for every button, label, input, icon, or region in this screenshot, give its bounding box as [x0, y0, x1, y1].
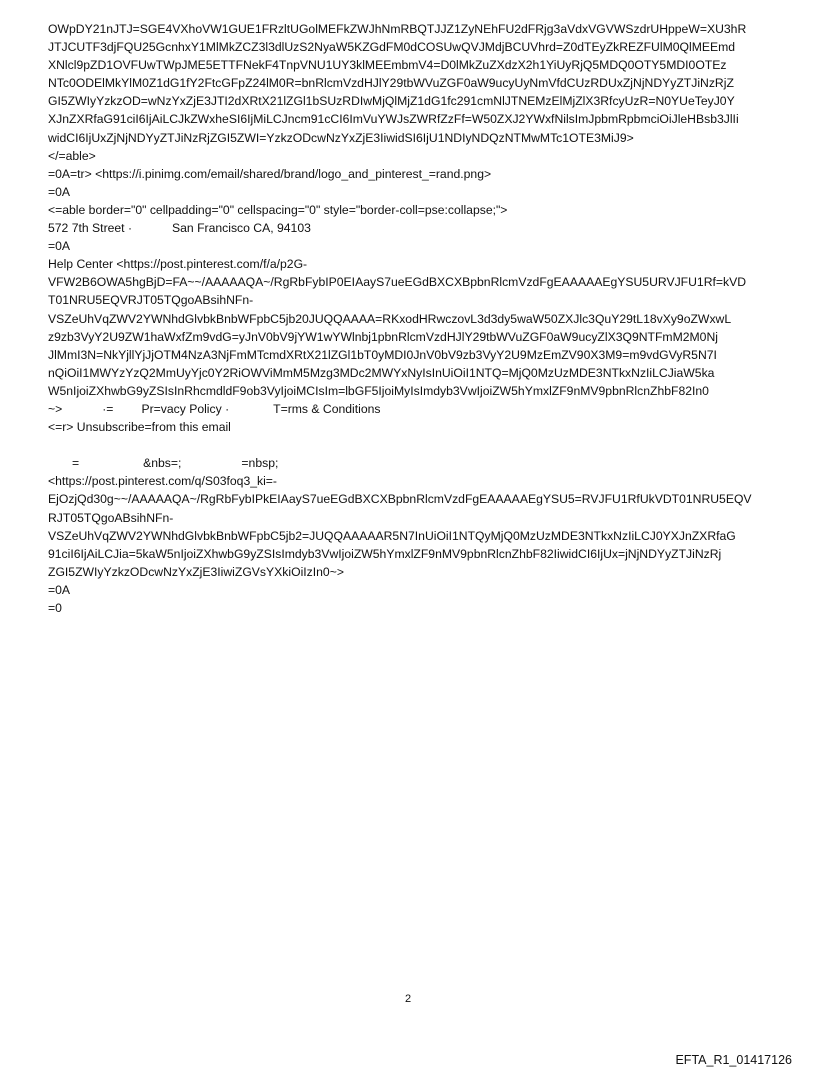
text-line: NTc0ODElMkYlM0Z1dG1fY2FtcGFpZ24lM0R=bnRlcmVzdHJlY29tbWVuZGF0aW9ucyUyNmVfdCUzRDUxZjNjNDYyZTJiNzRjZ: [48, 76, 734, 91]
blank-line: [48, 436, 772, 454]
address-city: San Francisco CA, 94103: [172, 221, 311, 236]
terms-link: T=rms & Conditions: [273, 401, 381, 416]
page-number: 2: [404, 993, 412, 1005]
text-line: =0A: [48, 239, 71, 254]
nbsp-c: =nbsp;: [241, 456, 279, 471]
text-line: z9zb3VyY2U9ZW1haWxfZm9vdG=yJnV0bV9jYW1wYWlnbj1pbnRlcmVzdHJlY29tbWVuZGF0aW9ucyZlX3Q9NTFmM2M0Nj: [48, 329, 718, 344]
text-line: OWpDY21nJTJ=SGE4VXhoVW1GUE1FRzltUGolMEFkZWJhNmRBQTJJZ1ZyNEhFU2dFRjg3aVdxVGVWSzdrUHppeW=XU3hR: [48, 22, 747, 36]
text-line: nQiOiI1MWYzYzQ2MmUyYjc0Y2RiOWViMmM5Mzg3MDc2MWYxNyIsInUiOiI1NTQ=MjQ0MzUzMDE3NTkxNzIiLCJiaW5ka: [48, 365, 715, 380]
text-line: XNlcl9pZD1OVFUwTWpJME5ETTFNekF4TnpVNU1UY3klMEEmbmV4=D0lMkZuZXdzX2h1YiUyRjQ5MDQ0OTY5MDI0OTEz: [48, 58, 727, 73]
text-line: RJT05TQgoABsihNFn-: [48, 510, 174, 525]
text-line: <https://post.pinterest.com/q/S03foq3_ki=-: [48, 474, 277, 489]
text-line: EjOzjQd30g~~/AAAAAQA~/RgRbFybIPkEIAayS7ueEGdBXCXBpbnRlcmVzdFgEAAAAAEgYSU5=RVJFU1RfUkVDT01NRU5EQV: [48, 492, 752, 507]
text-line: 91ciI6IjAiLCJia=5kaW5nIjoiZXhwbG9yZSIsImdyb3VwIjoiZW5hYmxlZF9nMV9pbnRlcnZhbF82IiwidCI6IjUx=jNjNDYyZTJiNzRj: [48, 546, 722, 561]
unsubscribe-line: <=r> Unsubscribe=from this email: [48, 420, 231, 435]
document-body: [48, 20, 772, 617]
text-line: T01NRU5EQVRJT05TQgoABsihNFn-: [48, 293, 254, 308]
text-line: </=able>: [48, 148, 96, 163]
text-line: ZGI5ZWIyYzkzODcwNzYxZjE3IiwiZGVsYXkiOiIzIn0~>: [48, 564, 344, 579]
text-line: =0: [48, 601, 62, 615]
text-line: widCI6IjUxZjNjNDYyZTJiNzRjZGI5ZWI=YzkzODcwNzYxZjE3IiwidSI6IjU1NDIyNDQzNTMwMTc1OTE3MiJ9>: [48, 130, 634, 145]
address-street: 572 7th Street ·: [48, 221, 133, 236]
document-id: EFTA_R1_01417126: [675, 1053, 792, 1067]
policy-sep: ·=: [102, 401, 114, 416]
raw-block-end: [48, 472, 772, 617]
raw-block-top: [48, 20, 772, 219]
help-center-line: Help Center <https://post.pinterest.com/f/a/p2G-: [48, 257, 308, 272]
privacy-policy-link: Pr=vacy Policy ·: [141, 401, 230, 416]
text-line: VSZeUhVqZWV2YWNhdGlvbkBnbWFpbC5jb20JUQQAAAA=RKxodHRwczovL3d3dy5waW50ZXJlc3QuY29tL18vXy9oZWxwL: [48, 311, 732, 326]
address-line: [48, 219, 772, 237]
policy-line: [48, 400, 772, 418]
text-line: VFW2B6OWA5hgBjD=FA~~/AAAAAQA~/RgRbFybIP0EIAayS7ueEGdBXCXBpbnRlcmVzdFgEAAAAAEgYSU5URVJFU1Rf=kVD: [48, 275, 747, 290]
text-line: JlMmI3N=NkYjllYjJjOTM4NzA3NjFmMTcmdXRtX21lZGl1bT0yMDI0JnV0bV9zb3VyY2U9MzEmZV90X3M9=m9vdGVyR5N7I: [48, 347, 717, 362]
raw-block-mid: [48, 237, 772, 400]
policy-prefix: ~>: [48, 401, 63, 416]
text-line: GI5ZWIyYzkzOD=wNzYxZjE3JTI2dXRtX21lZGl1bSUzRDIwMjQlMjZ1dG1fc291cmNlJTNEMzElMjZlX3RfcyUzR=N0YUeTeyJ0Y: [48, 94, 735, 109]
text-line: <=able border="0" cellpadding="0" cellspacing="0" style="border-coll=pse:collapse;">: [48, 202, 508, 217]
text-line: =0A: [48, 184, 71, 199]
nbsp-a: =: [72, 456, 80, 471]
text-line: VSZeUhVqZWV2YWNhdGlvbkBnbWFpbC5jb2=JUQQAAAAAR5N7InUiOiI1NTQyMjQ0MzUzMDE3NTkxNzIiLCJ0YXJnZXRfaG: [48, 528, 736, 543]
text-line: =0A=tr> <https://i.pinimg.com/email/shared/brand/logo_and_pinterest_=rand.png>: [48, 166, 492, 181]
text-line: =0A: [48, 582, 71, 597]
nbsp-line: [48, 454, 772, 472]
text-line: XJnZXRfaG91ciI6IjAiLCJkZWxheSI6IjMiLCJncm91cCI6ImVuYWJsZWRfZzFf=W50ZXJ2YWxfNilsImJpbmRpbmciOiJleHBsb3JlIi: [48, 112, 739, 127]
text-line: JTJCUTF3djFQU25GcnhxY1MlMkZCZ3l3dlUzS2NyaW5KZGdFM0dCOSUwQVJMdjBCUVhrd=Z0dTEyZkREZFUlM0QlMEEmd: [48, 40, 736, 55]
nbsp-b: &nbs=;: [143, 456, 182, 471]
text-line: W5nIjoiZXhwbG9yZSIsInRhcmdldF9ob3VyIjoiMCIsIm=lbGF5IjoiMyIsImdyb3VwIjoiZW5hYmxlZF9nMV9pbnRlcnZhbF82In0: [48, 383, 709, 398]
